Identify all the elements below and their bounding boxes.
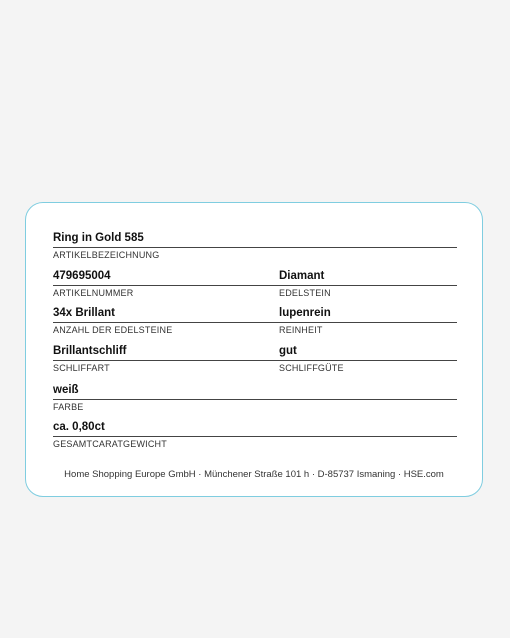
- company-footer: Home Shopping Europe GmbH · Münchener Straße 101 h · D-85737 Ismaning · HSE.com: [64, 469, 444, 480]
- row-divider: [53, 399, 457, 400]
- field-article-name: [53, 232, 144, 245]
- row-divider: [53, 247, 457, 248]
- field-cut-quality: [279, 345, 297, 358]
- row-divider: [53, 322, 457, 323]
- field-total-carat-label: [53, 439, 167, 450]
- field-clarity: [279, 307, 331, 320]
- field-article-number: [53, 270, 111, 283]
- gem-count-value: 34x Brillant: [53, 307, 115, 319]
- gemstone-label: EDELSTEIN: [279, 288, 331, 298]
- cut-quality-value: gut: [279, 345, 297, 357]
- field-cut-type: [53, 345, 126, 358]
- article-number-label: ARTIKELNUMMER: [53, 288, 134, 298]
- field-gemstone: [279, 270, 324, 283]
- color-value: weiß: [53, 384, 79, 396]
- field-clarity-label: [279, 325, 323, 336]
- cut-quality-label: SCHLIFFGÜTE: [279, 363, 344, 373]
- row-divider: [53, 285, 457, 286]
- article-name-label: ARTIKELBEZEICHNUNG: [53, 250, 160, 260]
- field-cut-quality-label: [279, 363, 344, 374]
- field-article-number-label: [53, 288, 133, 299]
- field-article-name-label: [53, 250, 159, 261]
- clarity-value: lupenrein: [279, 307, 331, 319]
- field-gem-count: [53, 307, 115, 320]
- cut-type-value: Brillantschliff: [53, 345, 127, 357]
- gemstone-value: Diamant: [279, 270, 325, 282]
- field-gemstone-label: [279, 288, 331, 299]
- field-gem-count-label: [53, 325, 172, 336]
- total-carat-label: GESAMTCARATGEWICHT: [53, 439, 167, 449]
- cut-type-label: SCHLIFFART: [53, 363, 110, 373]
- clarity-label: REINHEIT: [279, 325, 323, 335]
- color-label: FARBE: [53, 402, 84, 412]
- product-info-card: [25, 202, 483, 497]
- row-divider: [53, 436, 457, 437]
- field-cut-type-label: [53, 363, 110, 374]
- article-number-value: 479695004: [53, 270, 111, 282]
- field-total-carat: [53, 421, 105, 434]
- article-name-value: Ring in Gold 585: [53, 232, 144, 244]
- gem-count-label: ANZAHL DER EDELSTEINE: [53, 325, 173, 335]
- field-color: [53, 384, 79, 397]
- total-carat-value: ca. 0,80ct: [53, 421, 105, 433]
- row-divider: [53, 360, 457, 361]
- field-color-label: [53, 402, 84, 413]
